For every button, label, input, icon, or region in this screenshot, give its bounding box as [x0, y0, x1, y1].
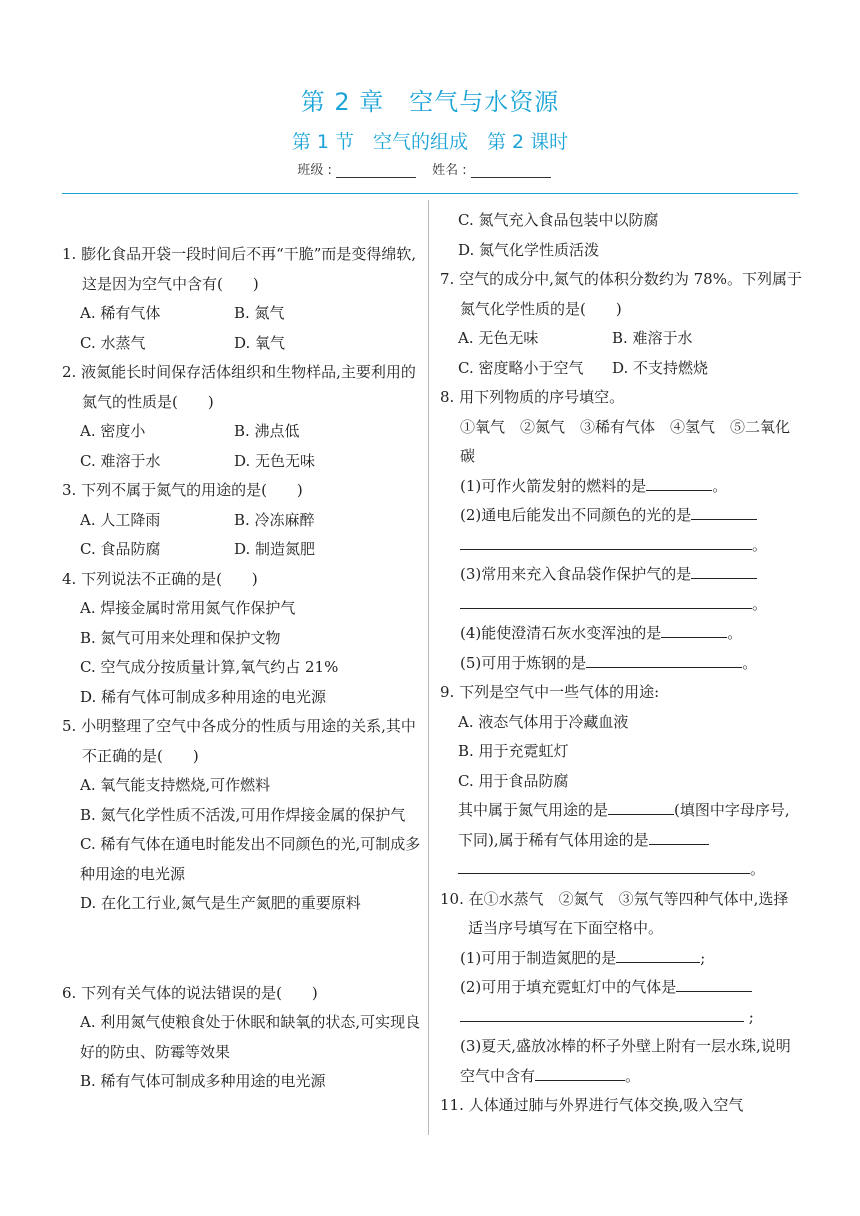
q9-text-2: (填图中字母序号,下同),属于稀有气体用途的是 [458, 801, 790, 849]
q8-sub-5-blank[interactable] [586, 649, 742, 668]
q8-sub-2-period: 。 [752, 535, 768, 554]
q3-option-d: D. 制造氮肥 [234, 540, 316, 558]
q1-option-b: B. 氮气 [234, 304, 285, 322]
q8-sub-4-text: (4)能使澄清石灰水变浑浊的是 [460, 624, 662, 642]
q10-sub-3-text: (3)夏天,盛放冰棒的杯子外壁上附有一层水珠,说明空气中含有 [460, 1037, 791, 1085]
q10-sub-3-blank[interactable] [535, 1062, 625, 1081]
q9-option-a: A. 液态气体用于冷藏血液 [458, 712, 629, 731]
q3-option-b: B. 冷冻麻醉 [234, 510, 315, 529]
q4-option-c: C. 空气成分按质量计算,氧气约占 21% [80, 658, 339, 676]
q8-sub-2-cont [440, 531, 802, 561]
q8-substance-list: ①氧气 ②氮气 ③稀有气体 ④氢气 ⑤二氧化碳 [460, 417, 791, 465]
question-8: 8. 用下列物质的序号填空。 [440, 388, 625, 406]
q10-sub-2-cont [440, 1003, 802, 1033]
question-11: 11. 人体通过肺与外界进行气体交换,吸入空气 [440, 1096, 744, 1114]
q10-sub-3-period: 。 [625, 1066, 641, 1085]
section-title: 第 1 节 空气的组成 第 2 课时 [291, 131, 569, 153]
q3-option-a: A. 人工降雨 [80, 510, 161, 529]
q8-sub-4-period: 。 [727, 624, 743, 642]
q3-options-row2 [62, 535, 422, 565]
q9-cont [440, 855, 802, 885]
q7-option-a: A. 无色无味 [458, 329, 539, 347]
class-label: 班级 : [297, 163, 332, 178]
q10-sub-2 [440, 973, 802, 1003]
q4-option-a: A. 焊接金属时常用氮气作保护气 [80, 599, 296, 617]
q2-options-row2 [62, 447, 422, 477]
blank-gap [62, 919, 422, 979]
q1-options-row2 [62, 329, 422, 359]
q8-sub-3-cont [440, 590, 802, 620]
class-input[interactable] [336, 165, 416, 178]
q10-sub-3 [440, 1032, 802, 1091]
question-4: 4. 下列说法不正确的是( ) [62, 569, 258, 588]
right-column [440, 206, 802, 1121]
q8-sub-3-period: 。 [752, 594, 768, 613]
q8-sub-1-blank[interactable] [646, 472, 712, 491]
q10-sub-2-blank-2[interactable] [460, 1003, 744, 1022]
q8-sub-5-period: 。 [742, 653, 758, 672]
q4-option-b: B. 氮气可用来处理和保护文物 [80, 628, 281, 647]
name-input[interactable] [471, 165, 551, 178]
q3-options-row1 [62, 506, 422, 536]
q8-sub-2 [440, 501, 802, 531]
student-info [0, 159, 860, 178]
q5-option-a: A. 氧气能支持燃烧,可作燃料 [80, 776, 271, 794]
q9-option-b: B. 用于充霓虹灯 [458, 742, 569, 760]
q2-option-a: A. 密度小 [80, 422, 146, 440]
chapter-title: 第 2 章 空气与水资源 [300, 88, 560, 116]
header-rule [62, 193, 798, 194]
q8-sub-4-blank[interactable] [661, 619, 727, 638]
q2-option-b: B. 沸点低 [234, 422, 300, 440]
q8-sub-3-blank-2[interactable] [460, 590, 752, 609]
q6-option-c: C. 氮气充入食品包装中以防腐 [458, 211, 659, 229]
question-10: 10. 在①水蒸气 ②氮气 ③氖气等四种气体中,选择适当序号填写在下面空格中。 [440, 889, 789, 937]
question-6: 6. 下列有关气体的说法错误的是( ) [62, 983, 318, 1002]
q2-option-c: C. 难溶于水 [80, 451, 161, 470]
q8-sub-2-text: (2)通电后能发出不同颜色的光的是 [460, 506, 692, 524]
q9-option-c: C. 用于食品防腐 [458, 771, 569, 790]
q7-options-row2 [440, 354, 802, 384]
q10-sub-2-blank[interactable] [676, 973, 752, 992]
q9-blank-1[interactable] [608, 796, 674, 815]
q8-sub-1-text: (1)可作火箭发射的燃料的是 [460, 476, 647, 495]
q8-sub-1-period: 。 [712, 476, 728, 495]
q9-text-1: 其中属于氮气用途的是 [458, 801, 609, 819]
q8-sub-1 [440, 472, 802, 502]
q7-option-c: C. 密度略小于空气 [458, 358, 584, 377]
q4-option-d: D. 稀有气体可制成多种用途的电光源 [80, 687, 327, 706]
q6-option-b: B. 稀有气体可制成多种用途的电光源 [80, 1072, 326, 1090]
question-2: 2. 液氮能长时间保存活体组织和生物样品,主要利用的氮气的性质是( ) [62, 363, 416, 411]
q7-option-d: D. 不支持燃烧 [612, 358, 709, 377]
q1-options-row1 [62, 299, 422, 329]
q2-options-row1 [62, 417, 422, 447]
q8-sub-3-blank[interactable] [691, 560, 757, 579]
question-1: 1. 膨化食品开袋一段时间后不再“干脆”而是变得绵软,这是因为空气中含有( ) [62, 245, 417, 293]
q5-option-d: D. 在化工行业,氮气是生产氮肥的重要原料 [80, 894, 361, 912]
q5-option-b: B. 氮气化学性质不活泼,可用作焊接金属的保护气 [80, 805, 406, 824]
question-7: 7. 空气的成分中,氮气的体积分数约为 78%。下列属于氮气化学性质的是( ) [440, 270, 802, 318]
q8-sub-4 [440, 619, 802, 649]
q6-option-a: A. 利用氮气使粮食处于休眠和缺氧的状态,可实现良好的防虫、防霉等效果 [80, 1013, 421, 1061]
q10-sub-2-text: (2)可用于填充霓虹灯中的气体是 [460, 978, 677, 996]
q3-option-c: C. 食品防腐 [80, 540, 161, 558]
q10-sub-1 [440, 944, 802, 974]
q8-sub-3-text: (3)常用来充入食品袋作保护气的是 [460, 565, 692, 583]
q2-option-d: D. 无色无味 [234, 451, 316, 470]
q10-sub-1-semicolon: ; [700, 948, 706, 967]
q10-sub-2-semicolon: ; [748, 1007, 754, 1026]
question-3: 3. 下列不属于氮气的用途的是( ) [62, 481, 303, 499]
q7-options-row1 [440, 324, 802, 354]
q8-sub-3 [440, 560, 802, 590]
question-9: 9. 下列是空气中一些气体的用途: [440, 683, 660, 701]
name-label: 姓名 : [432, 163, 467, 178]
q9-blank-2[interactable] [649, 826, 709, 845]
q1-option-a: A. 稀有气体 [80, 304, 161, 322]
q10-sub-1-text: (1)可用于制造氮肥的是 [460, 948, 617, 967]
q9-text [440, 796, 802, 855]
column-divider [428, 200, 429, 1135]
q5-option-c: C. 稀有气体在通电时能发出不同颜色的光,可制成多种用途的电光源 [80, 835, 421, 883]
q10-sub-1-blank[interactable] [616, 944, 700, 963]
left-column [62, 240, 422, 1097]
q1-option-c: C. 水蒸气 [80, 333, 146, 352]
q7-option-b: B. 难溶于水 [612, 329, 693, 347]
q8-sub-5 [440, 649, 802, 679]
q9-blank-3[interactable] [458, 855, 750, 874]
q8-sub-2-blank[interactable] [691, 501, 757, 520]
q8-sub-2-blank-2[interactable] [460, 531, 752, 550]
q8-sub-5-text: (5)可用于炼钢的是 [460, 653, 587, 672]
question-5: 5. 小明整理了空气中各成分的性质与用途的关系,其中不正确的是( ) [62, 717, 416, 765]
q9-period: 。 [750, 860, 766, 878]
q6-option-d: D. 氮气化学性质活泼 [458, 240, 600, 259]
q1-option-d: D. 氧气 [234, 333, 286, 352]
